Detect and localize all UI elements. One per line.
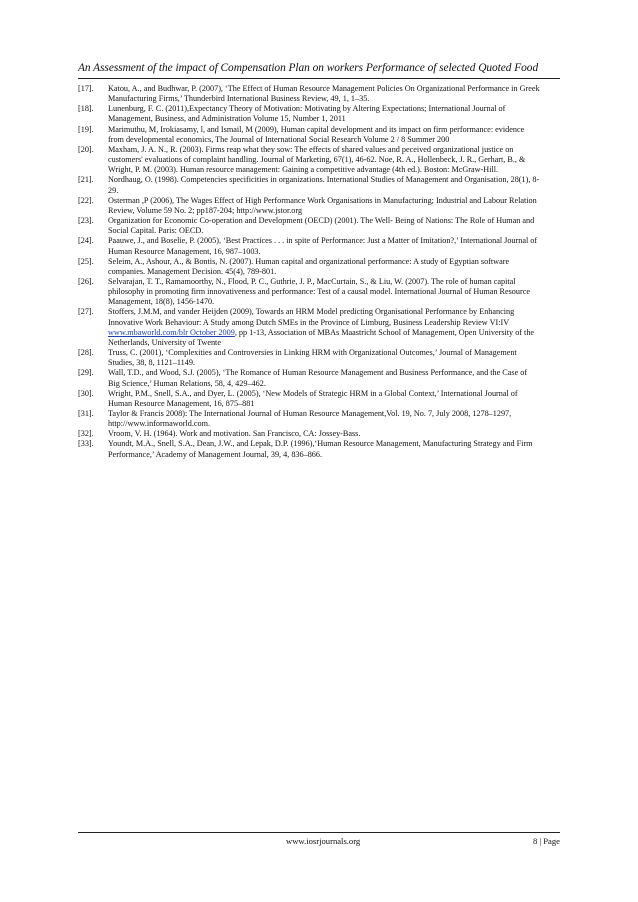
reference-line: Katou, A., and Budhwar, P. (2007), ‘The Effect of Human Resource Management Policies On Organizational Performance in Greek xyxy=(108,84,540,93)
reference-line: Youndt, M.A., Snell, S.A., Dean, J.W., and Lepak, D.P. (1996),‘Human Resource Management, Manufacturing Strategy and Firm xyxy=(108,439,533,449)
footer-page-number: 8 | Page xyxy=(532,836,560,846)
reference-number: [21]. xyxy=(78,175,94,185)
reference-line: Studies, 38, 8, 1121–1149. xyxy=(108,358,195,368)
reference-line: Review, Volume 59 No. 2; pp187-204; http://www.jstor.org xyxy=(108,205,303,215)
reference-text xyxy=(108,439,560,459)
reference-line: Management, 18(8), 1456-1470. xyxy=(108,297,215,307)
reference-item xyxy=(78,84,560,104)
reference-line: Management, Business, and Administration Volume 15, Number 1, 2011 xyxy=(108,114,346,124)
reference-line: Wright, P. M. (2003). Human resource management: Gaining a competitive advantage (4th ed.). Boston: McGraw-Hill. xyxy=(108,165,499,175)
reference-line: Wall, T.D., and Wood, S.J. (2005), ‘The Romance of Human Resource Management and Business Performance, and the Case of xyxy=(108,368,528,378)
reference-item xyxy=(78,257,560,277)
reference-line: Maxham, J. A. N., R. (2003). Firms reap what they sow: The effects of shared values and peceived organizational justice on xyxy=(108,144,514,154)
reference-line: http://www.informaworld.com. xyxy=(108,419,211,429)
reference-line: Human Resource Management, 16, 875–881 xyxy=(108,398,255,408)
reference-item xyxy=(78,439,560,459)
reference-line: customers' evaluations of complaint handling. Journal of Marketing, 67(1), 46-62. Noe, R. A., Hollenbeck, J. R., Gerhart, B., & xyxy=(108,155,526,165)
reference-text xyxy=(108,368,560,388)
reference-text xyxy=(108,389,560,409)
reference-number: [26]. xyxy=(78,276,94,286)
reference-line: Social Capital. Paris: OECD. xyxy=(108,226,204,236)
reference-item xyxy=(78,216,560,236)
reference-line: Vroom, V. H. (1964). Work and motivation. San Francisco, CA: Jossey-Bass. xyxy=(108,429,361,439)
reference-item xyxy=(78,104,560,124)
reference-text xyxy=(108,409,560,429)
reference-text xyxy=(108,307,560,348)
reference-number: [24]. xyxy=(78,236,94,246)
reference-item xyxy=(78,429,560,439)
reference-line: Marimuthu, M, Irokiasamy, l, and Ismail, M (2009), Human capital development and its impact on firm performance: evidence xyxy=(108,124,525,134)
reference-number: [25]. xyxy=(78,256,94,266)
reference-line: Organization for Economic Co-operation and Development (OECD) (2001). The Well- Being of Nations: The Role of Human and xyxy=(108,216,535,226)
running-header: An Assessment of the impact of Compensation Plan on workers Performance of selected Quoted Food xyxy=(78,62,539,74)
reference-number: [33]. xyxy=(78,439,94,449)
reference-line: companies. Management Decision. 45(4), 789-801. xyxy=(108,266,277,276)
reference-line: philosophy in promoting firm innovativeness and performance: Test of a causal model. International Journal of Human Resource xyxy=(108,287,530,297)
reference-line: Innovative Work Behaviour: A Study among Dutch SMEs in the Province of Limburg, Business Leadership Review VI:IV xyxy=(108,317,510,327)
header-rule xyxy=(78,78,560,79)
reference-number: [20]. xyxy=(78,144,94,154)
reference-line xyxy=(108,328,560,338)
reference-line: Big Science,’ Human Relations, 58, 4, 429–462. xyxy=(108,378,266,388)
reference-link[interactable]: www.mbaworld.com/blr October 2009 xyxy=(108,327,235,337)
reference-number: [28]. xyxy=(78,348,94,358)
reference-item xyxy=(78,277,560,307)
reference-text xyxy=(108,84,560,104)
reference-line: Manufacturing Firms,’ Thunderbird International Business Review, 49, 1, 1–35. xyxy=(108,94,370,104)
reference-number: [22]. xyxy=(78,195,94,205)
reference-text xyxy=(108,348,560,368)
reference-text xyxy=(108,216,560,236)
reference-text xyxy=(108,196,560,216)
reference-number: [32]. xyxy=(78,429,94,439)
reference-line: 29. xyxy=(108,185,119,195)
reference-item xyxy=(78,236,560,256)
reference-list xyxy=(78,84,560,460)
reference-text xyxy=(108,175,560,195)
reference-line: Nordhaug, O. (1998). Competencies specificities in organizations. International Studies of Management and Organisation, 28(1), 8- xyxy=(108,175,540,185)
reference-line: Osterman ,P (2006), The Wages Effect of High Performance Work Organisations in Manufacturing; Industrial and Labour Relation xyxy=(108,195,537,205)
reference-line: Netherlands, University of Twente xyxy=(108,337,221,347)
reference-number: [17]. xyxy=(78,84,94,93)
reference-text xyxy=(108,257,560,277)
reference-text xyxy=(108,145,560,175)
reference-line: Seleim, A., Ashour, A., & Bontis, N. (2007). Human capital and organizational performance: A study of Egyptian software xyxy=(108,256,510,266)
reference-number: [23]. xyxy=(78,216,94,226)
reference-item xyxy=(78,409,560,429)
footer-rule xyxy=(78,832,560,833)
reference-text xyxy=(108,104,560,124)
reference-link-suffix: , pp 1-13, Association of MBAs Maastricht School of Management, Open University of the xyxy=(234,327,535,337)
reference-text xyxy=(108,125,560,145)
reference-line: Wright, P.M., Snell, S.A., and Dyer, L. (2005), ‘New Models of Strategic HRM in a Global Context,’ International Journal of xyxy=(108,388,518,398)
reference-item xyxy=(78,175,560,195)
reference-line: Selvarajan, T. T., Ramamoorthy, N., Flood, P. C., Guthrie, J. P., MacCurtain, S., & Liu, W. (2007). The role of human capital xyxy=(108,276,516,286)
reference-item xyxy=(78,389,560,409)
reference-line: Human Resource Management, 16, 987–1003. xyxy=(108,246,261,256)
reference-line: Stoffers, J.M.M, and vander Heijden (2009), Towards an HRM Model predicting Organisational Performance by Enhancing xyxy=(108,307,515,317)
reference-number: [19]. xyxy=(78,124,94,134)
reference-item xyxy=(78,307,560,348)
reference-text xyxy=(108,277,560,307)
reference-line: Lunenburg, F. C. (2011),Expectancy Theory of Motivation: Motivating by Altering Expectations; International Journal of xyxy=(108,104,506,114)
reference-number: [31]. xyxy=(78,409,94,418)
reference-item xyxy=(78,125,560,145)
reference-line: from developmental economics, The Journal of International Social Research Volume 2 / 8 Summer 200 xyxy=(108,134,450,144)
reference-item xyxy=(78,368,560,388)
reference-number: [30]. xyxy=(78,388,94,398)
reference-item xyxy=(78,196,560,216)
reference-number: [27]. xyxy=(78,307,94,317)
reference-line: Paauwe, J., and Boselie, P. (2005), ‘Best Practices . . . in spite of Performance: Just a Matter of Imitation?,’ International Journal of xyxy=(108,236,538,246)
reference-line: Truss, C. (2001), ‘Complexities and Controversies in Linking HRM with Organizational Outcomes,’ Journal of Management xyxy=(108,348,517,358)
reference-number: [29]. xyxy=(78,368,94,378)
reference-number: [18]. xyxy=(78,104,94,114)
reference-item xyxy=(78,348,560,368)
reference-line: Taylor & Francis 2008): The International Journal of Human Resource Management,Vol. 19, No. 7, July 2008, 1278–1297, xyxy=(108,409,512,418)
reference-text xyxy=(108,236,560,256)
reference-text xyxy=(108,429,560,439)
footer-journal-site: www.iosrjournals.org xyxy=(286,836,361,846)
reference-line: Performance,’ Academy of Management Journal, 39, 4, 836–866. xyxy=(108,449,323,459)
reference-item xyxy=(78,145,560,175)
